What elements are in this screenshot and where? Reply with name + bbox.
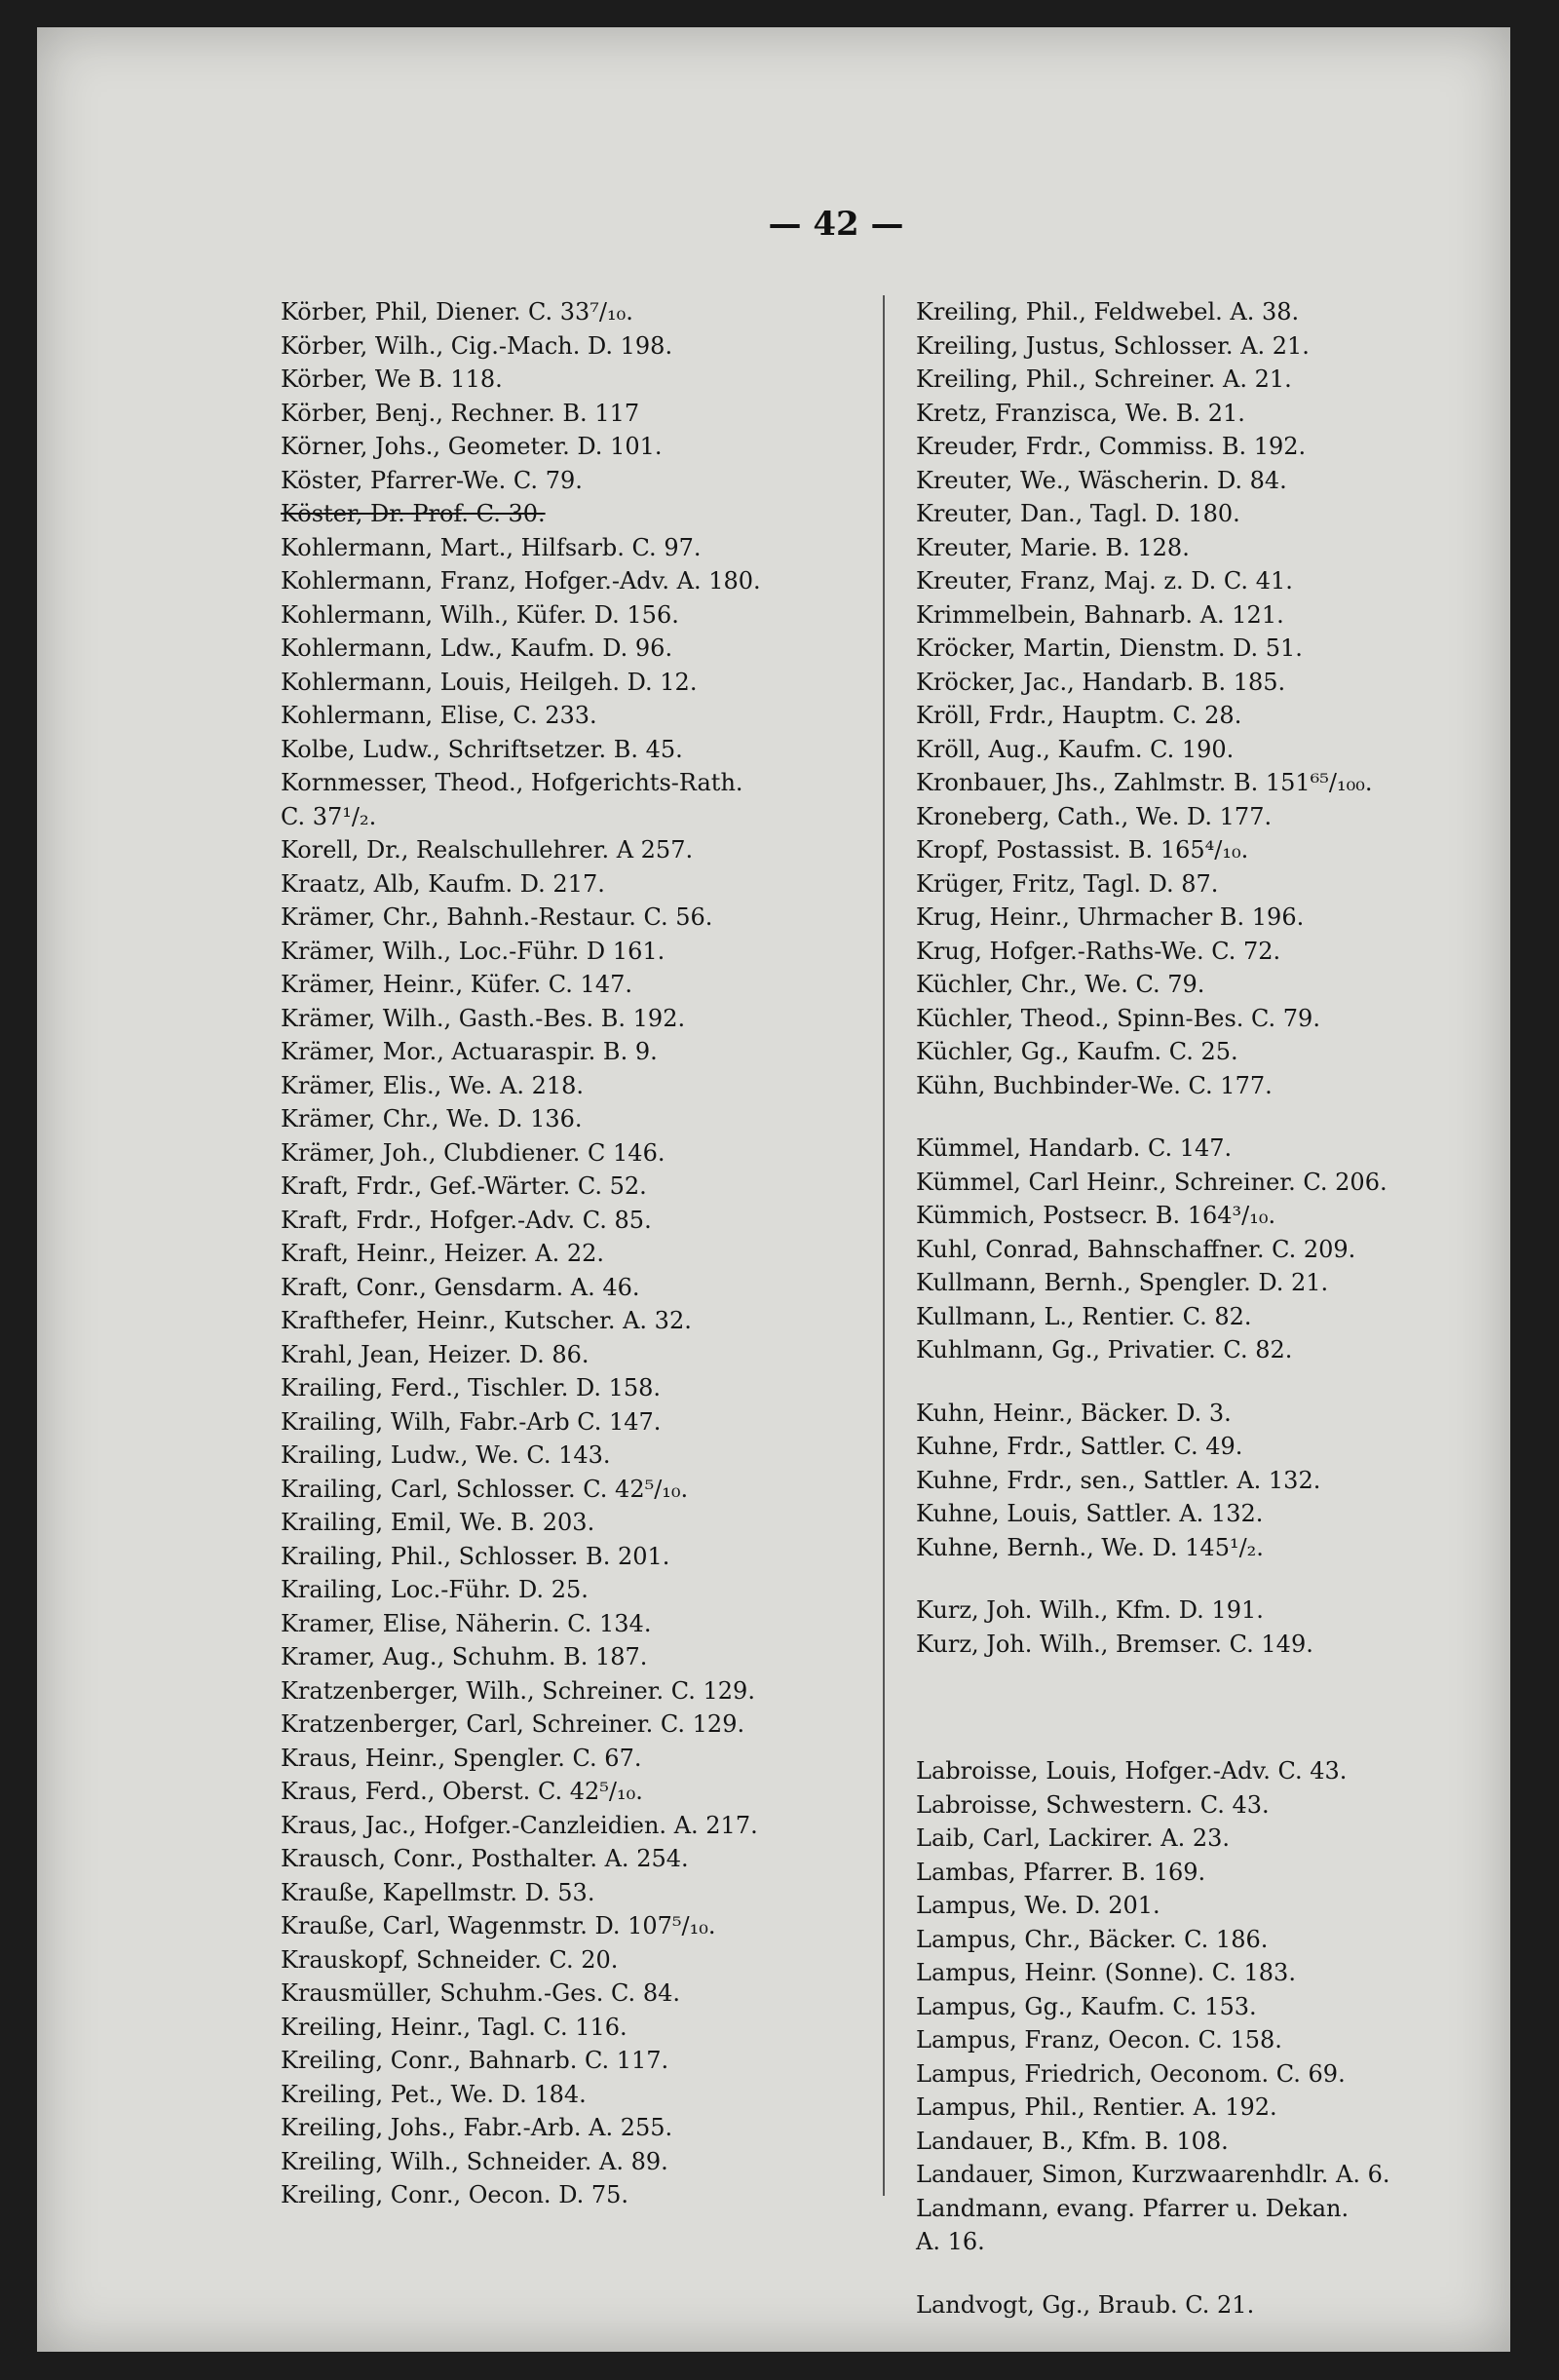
directory-entry: Kümmich, Postsecr. B. 164³/₁₀. — [916, 1202, 1276, 1229]
directory-entry: Kröcker, Jac., Handarb. B. 185. — [916, 668, 1286, 696]
directory-entry: Kuhne, Frdr., sen., Sattler. A. 132. — [916, 1466, 1321, 1494]
struck-entry: Köster, Dr. Prof. C. 30. — [281, 500, 546, 527]
left-column — [281, 295, 865, 2264]
directory-entry: Kroneberg, Cath., We. D. 177. — [916, 802, 1273, 830]
directory-entry: Landvogt, Gg., Braub. C. 21. — [916, 2290, 1255, 2319]
directory-entry: Labroisse, Schwestern. C. 43. — [916, 1790, 1270, 1819]
spacer — [916, 1367, 1520, 1397]
directory-entry: Kreiling, Wilh., Schneider. A. 89. — [281, 2147, 668, 2175]
directory-entry: Kolbe, Ludw., Schriftsetzer. B. 45. — [281, 735, 683, 763]
directory-entry: Kohlermann, Franz, Hofger.-Adv. A. 180. — [281, 567, 761, 595]
directory-entry: Körber, Benj., Rechner. B. 117 — [281, 399, 640, 427]
spacer — [916, 1564, 1520, 1593]
directory-entry: Kraus, Jac., Hofger.-Canzleidien. A. 217. — [281, 1811, 758, 1839]
directory-entry: Kohlermann, Wilh., Küfer. D. 156. — [281, 600, 679, 629]
section-spacer — [916, 1661, 1520, 1708]
directory-entry: Kümmel, Handarb. C. 147. — [916, 1134, 1233, 1162]
directory-entry: Krug, Heinr., Uhrmacher B. 196. — [916, 903, 1305, 931]
directory-entry: Kreuder, Frdr., Commiss. B. 192. — [916, 433, 1307, 460]
directory-entry: Kohlermann, Mart., Hilfsarb. C. 97. — [281, 533, 702, 561]
directory-entry: Kuhne, Frdr., Sattler. C. 49. — [916, 1433, 1243, 1460]
directory-entry: Kratzenberger, Wilh., Schreiner. C. 129. — [281, 1676, 755, 1705]
directory-entry: Krämer, Joh., Clubdiener. C 146. — [281, 1138, 665, 1167]
directory-entry: Kurz, Joh. Wilh., Kfm. D. 191. — [916, 1596, 1264, 1624]
directory-entry: Krahl, Jean, Heizer. D. 86. — [281, 1340, 589, 1368]
directory-entry: Kramer, Elise, Näherin. C. 134. — [281, 1609, 652, 1637]
directory-entry: Kröcker, Martin, Dienstm. D. 51. — [916, 634, 1303, 662]
directory-entry: Krimmelbein, Bahnarb. A. 121. — [916, 600, 1284, 629]
directory-entry: Küchler, Chr., We. C. 79. — [916, 971, 1205, 998]
directory-entry: Kraft, Heinr., Heizer. A. 22. — [281, 1240, 604, 1267]
directory-entry: Kuhn, Heinr., Bäcker. D. 3. — [916, 1399, 1232, 1427]
directory-entry: Kraus, Heinr., Spengler. C. 67. — [281, 1744, 642, 1772]
directory-entry: Krämer, Mor., Actuaraspir. B. 9. — [281, 1038, 658, 1065]
directory-entry: Krämer, Chr., We. D. 136. — [281, 1105, 583, 1132]
directory-entry: Kreiling, Conr., Oecon. D. 75. — [281, 2181, 628, 2208]
directory-entry: Kullmann, L., Rentier. C. 82. — [916, 1302, 1252, 1330]
directory-entry: Krug, Hofger.-Raths-We. C. 72. — [916, 937, 1281, 965]
directory-entry: Kreuter, Dan., Tagl. D. 180. — [916, 500, 1240, 527]
directory-entry: Kretz, Franzisca, We. B. 21. — [916, 399, 1245, 427]
directory-entry: Krailing, Phil., Schlosser. B. 201. — [281, 1542, 670, 1570]
directory-entry: Krailing, Carl, Schlosser. C. 42⁵/₁₀. — [281, 1475, 689, 1503]
right-column — [916, 295, 1520, 2319]
page-content — [193, 183, 1479, 2319]
directory-entry: Küchler, Theod., Spinn-Bes. C. 79. — [916, 1004, 1320, 1032]
directory-entry: Krailing, Ferd., Tischler. D. 158. — [281, 1374, 662, 1401]
directory-entry: Lambas, Pfarrer. B. 169. — [916, 1858, 1206, 1886]
directory-entry: Krüger, Fritz, Tagl. D. 87. — [916, 869, 1219, 898]
directory-entry: Küchler, Gg., Kaufm. C. 25. — [916, 1038, 1238, 1065]
directory-entry: Kuhl, Conrad, Bahnschaffner. C. 209. — [916, 1235, 1356, 1263]
directory-entry: Kohlermann, Elise, C. 233. — [281, 702, 597, 729]
spacer — [916, 1102, 1520, 1132]
directory-entry: Kreiling, Phil., Feldwebel. A. 38. — [916, 298, 1300, 326]
spacer — [916, 2259, 1520, 2288]
directory-entry: Labroisse, Louis, Hofger.-Adv. C. 43. — [916, 1757, 1348, 1785]
directory-entry: Kornmesser, Theod., Hofgerichts-Rath. — [281, 769, 743, 796]
directory-entry: Krailing, Ludw., We. C. 143. — [281, 1441, 611, 1469]
directory-entry: Körber, We B. 118. — [281, 365, 503, 393]
directory-entry: Kramer, Aug., Schuhm. B. 187. — [281, 1643, 648, 1670]
directory-entry: Kröll, Frdr., Hauptm. C. 28. — [916, 702, 1242, 729]
directory-entry-continuation: C. 37¹/₂. — [281, 802, 377, 830]
directory-entry: Krauskopf, Schneider. C. 20. — [281, 1945, 619, 1974]
directory-entry: Kraus, Ferd., Oberst. C. 42⁵/₁₀. — [281, 1778, 643, 1805]
directory-entry: Lampus, Gg., Kaufm. C. 153. — [916, 1992, 1257, 2020]
directory-entry: Kreuter, We., Wäscherin. D. 84. — [916, 466, 1287, 494]
directory-entry: Köster, Pfarrer-We. C. 79. — [281, 466, 583, 494]
directory-entry: Kraft, Conr., Gensdarm. A. 46. — [281, 1273, 640, 1301]
directory-entry: Kröll, Aug., Kaufm. C. 190. — [916, 735, 1235, 763]
directory-entry: Kurz, Joh. Wilh., Bremser. C. 149. — [916, 1630, 1313, 1658]
directory-entry: Körber, Wilh., Cig.-Mach. D. 198. — [281, 331, 673, 360]
directory-entry: Kratzenberger, Carl, Schreiner. C. 129. — [281, 1710, 745, 1738]
directory-entry: Kreuter, Franz, Maj. z. D. C. 41. — [916, 567, 1293, 595]
directory-entry: Krauße, Carl, Wagenmstr. D. 107⁵/₁₀. — [281, 1912, 716, 1939]
directory-entry: Lampus, Phil., Rentier. A. 192. — [916, 2093, 1277, 2121]
directory-entry: Lampus, Chr., Bäcker. C. 186. — [916, 1925, 1269, 1953]
directory-entry: Kohlermann, Louis, Heilgeh. D. 12. — [281, 668, 698, 696]
directory-entry: Körber, Phil, Diener. C. 33⁷/₁₀. — [281, 298, 633, 326]
directory-entry: Krämer, Chr., Bahnh.-Restaur. C. 56. — [281, 903, 713, 931]
directory-entry: Landmann, evang. Pfarrer u. Dekan. — [916, 2194, 1350, 2222]
directory-entry: Krausch, Conr., Posthalter. A. 254. — [281, 1845, 689, 1872]
directory-entry: Krämer, Elis., We. A. 218. — [281, 1071, 585, 1099]
document-page — [37, 27, 1510, 2352]
directory-entry: Kullmann, Bernh., Spengler. D. 21. — [916, 1269, 1329, 1296]
directory-entry: Lampus, Franz, Oecon. C. 158. — [916, 2026, 1282, 2054]
directory-entry: Kümmel, Carl Heinr., Schreiner. C. 206. — [916, 1168, 1388, 1196]
column-divider — [883, 295, 885, 2196]
directory-entry: Krailing, Wilh, Fabr.-Arb C. 147. — [281, 1407, 662, 1436]
directory-entry: Laib, Carl, Lackirer. A. 23. — [916, 1824, 1231, 1852]
directory-entry: Kuhlmann, Gg., Privatier. C. 82. — [916, 1336, 1293, 1363]
directory-entry: Kraft, Frdr., Hofger.-Adv. C. 85. — [281, 1206, 652, 1234]
directory-entry: Korell, Dr., Realschullehrer. A 257. — [281, 836, 694, 864]
directory-entry: Landauer, B., Kfm. B. 108. — [916, 2127, 1229, 2155]
directory-entry: Kreiling, Justus, Schlosser. A. 21. — [916, 331, 1310, 360]
directory-entry: Landauer, Simon, Kurzwaarenhdlr. A. 6. — [916, 2161, 1390, 2188]
directory-entry: Krafthefer, Heinr., Kutscher. A. 32. — [281, 1307, 692, 1334]
directory-entry: Krämer, Heinr., Küfer. C. 147. — [281, 971, 632, 998]
directory-entry: Körner, Johs., Geometer. D. 101. — [281, 433, 663, 460]
directory-entry: Krailing, Emil, We. B. 203. — [281, 1509, 595, 1536]
directory-entry: Krämer, Wilh., Loc.-Führ. D 161. — [281, 937, 665, 965]
directory-entry: Lampus, We. D. 201. — [916, 1892, 1160, 1919]
directory-entry: Krausmüller, Schuhm.-Ges. C. 84. — [281, 1979, 680, 2007]
directory-entry: Kreiling, Conr., Bahnarb. C. 117. — [281, 2047, 669, 2074]
directory-entry: Kraatz, Alb, Kaufm. D. 217. — [281, 869, 605, 898]
directory-entry: Kreiling, Phil., Schreiner. A. 21. — [916, 365, 1292, 393]
directory-entry: Krauße, Kapellmstr. D. 53. — [281, 1878, 595, 1906]
directory-entry: Lampus, Friedrich, Oeconom. C. 69. — [916, 2059, 1346, 2088]
directory-entry: Krämer, Wilh., Gasth.-Bes. B. 192. — [281, 1004, 686, 1032]
section-spacer — [916, 1708, 1520, 1754]
directory-entry: Kraft, Frdr., Gef.-Wärter. C. 52. — [281, 1172, 647, 1200]
directory-entry: Kuhne, Louis, Sattler. A. 132. — [916, 1500, 1264, 1527]
directory-entry: Kreiling, Pet., We. D. 184. — [281, 2080, 587, 2108]
directory-entry: Kronbauer, Jhs., Zahlmstr. B. 151⁶⁵/₁₀₀. — [916, 769, 1373, 796]
directory-entry: Kreiling, Johs., Fabr.-Arb. A. 255. — [281, 2114, 673, 2141]
directory-entry-continuation: A. 16. — [916, 2228, 985, 2255]
directory-entry: Kuhne, Bernh., We. D. 145¹/₂. — [916, 1533, 1264, 1561]
directory-entry: Kreuter, Marie. B. 128. — [916, 533, 1190, 561]
directory-entry: Kreiling, Heinr., Tagl. C. 116. — [281, 2013, 627, 2041]
page-number: — 42 — — [768, 205, 904, 244]
directory-entry: Lampus, Heinr. (Sonne). C. 183. — [916, 1959, 1296, 1986]
directory-entry: Kohlermann, Ldw., Kaufm. D. 96. — [281, 634, 673, 662]
directory-entry: Kropf, Postassist. B. 165⁴/₁₀. — [916, 836, 1249, 864]
directory-entry: Krailing, Loc.-Führ. D. 25. — [281, 1576, 589, 1603]
directory-entry: Kühn, Buchbinder-We. C. 177. — [916, 1071, 1273, 1099]
